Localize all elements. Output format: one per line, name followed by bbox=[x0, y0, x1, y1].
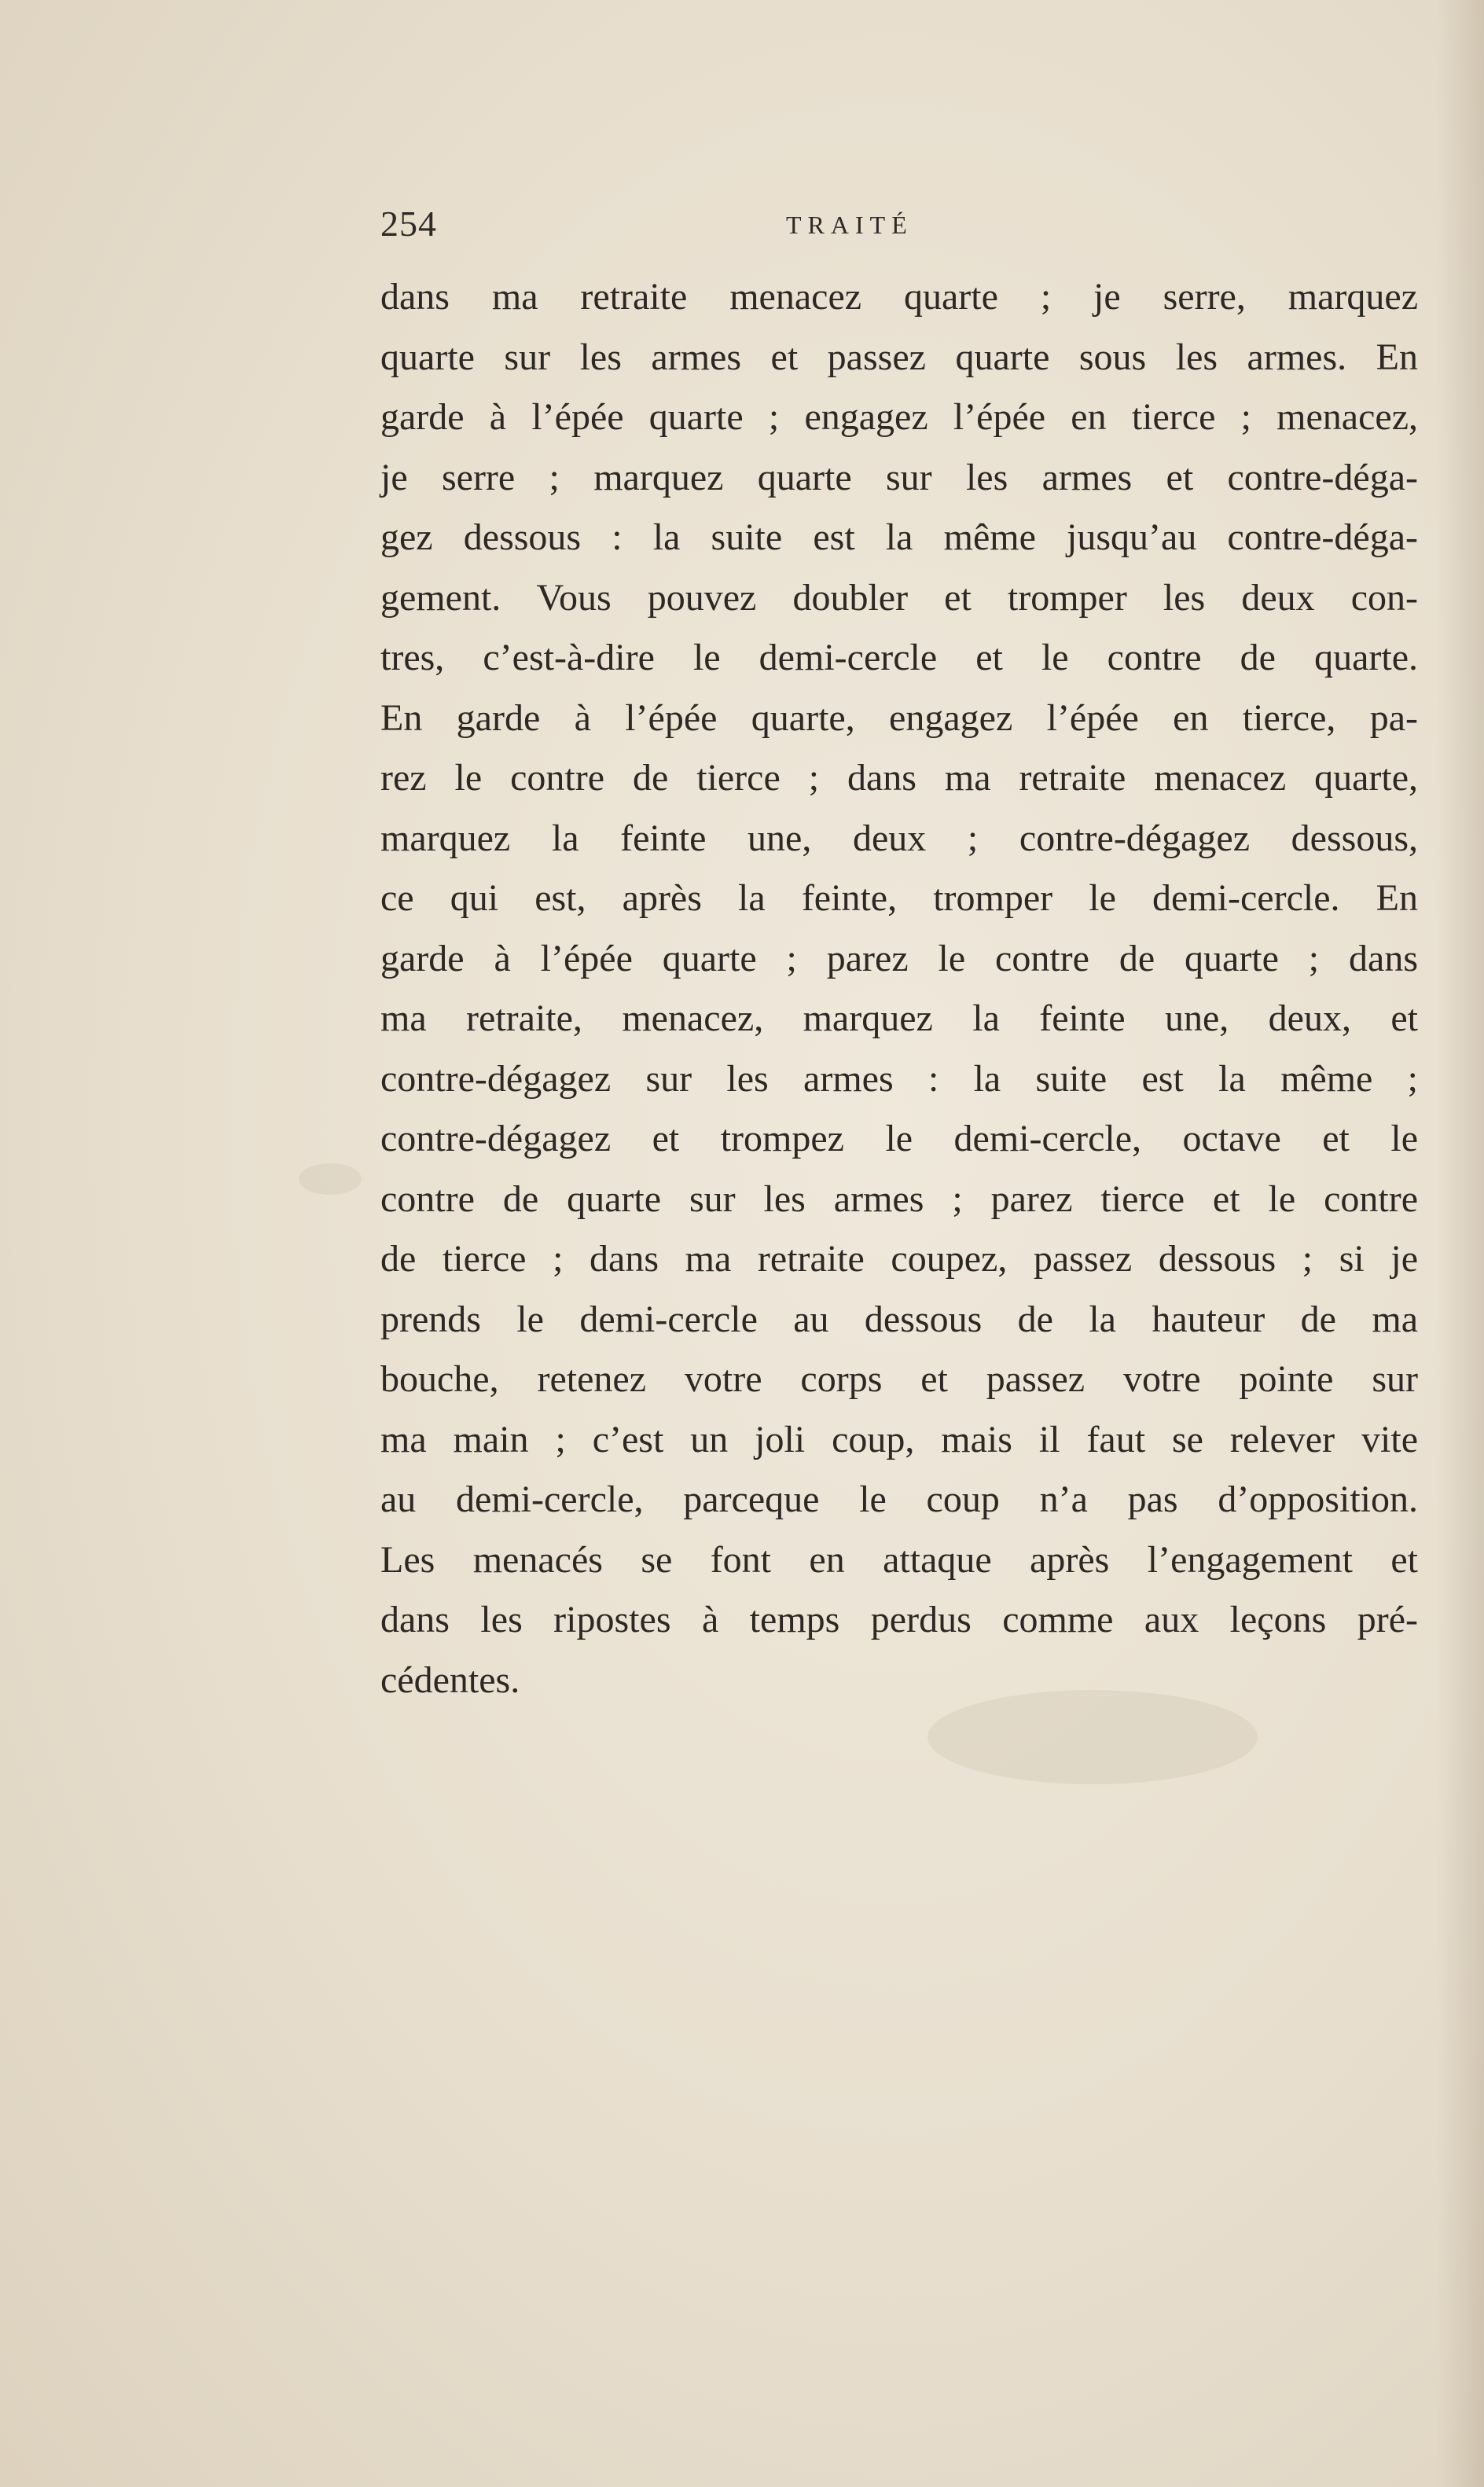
body-text bbox=[380, 267, 1418, 1710]
text-line: dans les ripostes à temps perdus comme aux leçons pré- bbox=[380, 1599, 1418, 1640]
text-line: dans ma retraite menacez quarte ; je serre, marquez bbox=[380, 276, 1418, 318]
text-line: garde à l’épée quarte ; engagez l’épée en tierce ; menacez, bbox=[380, 396, 1418, 438]
text-line: de tierce ; dans ma retraite coupez, passez dessous ; si je bbox=[380, 1238, 1418, 1280]
text-line: tres, c’est-à-dire le demi-cercle et le contre de quarte. bbox=[380, 637, 1418, 678]
text-line: ma main ; c’est un joli coup, mais il faut se relever vite bbox=[380, 1418, 1418, 1460]
text-line: En garde à l’épée quarte, engagez l’épée en tierce, pa- bbox=[380, 696, 1418, 739]
text-line: rez le contre de tierce ; dans ma retraite menacez quarte, bbox=[380, 757, 1418, 799]
text-line: cédentes. bbox=[380, 1659, 520, 1701]
text-line: garde à l’épée quarte ; parez le contre de quarte ; dans bbox=[380, 937, 1418, 979]
paper-stain bbox=[299, 1163, 362, 1195]
text-line: au demi-cercle, parceque le coup n’a pas d’opposition. bbox=[380, 1479, 1418, 1520]
text-line: gement. Vous pouvez doubler et tromper les deux con- bbox=[380, 576, 1418, 619]
text-line: ce qui est, après la feinte, tromper le demi-cercle. En bbox=[380, 877, 1418, 919]
page-number: 254 bbox=[380, 204, 437, 244]
text-line: contre-dégagez sur les armes : la suite est la même ; bbox=[380, 1057, 1418, 1100]
text-line: ma retraite, menacez, marquez la feinte une, deux, et bbox=[380, 997, 1418, 1039]
text-line: marquez la feinte une, deux ; contre-dégagez dessous, bbox=[380, 817, 1418, 859]
running-title: TRAITÉ bbox=[786, 211, 913, 239]
running-head bbox=[380, 203, 1418, 250]
text-line: je serre ; marquez quarte sur les armes et contre-déga- bbox=[380, 456, 1418, 498]
text-line: gez dessous : la suite est la même jusqu’au contre-déga- bbox=[380, 516, 1418, 558]
text-line: quarte sur les armes et passez quarte sous les armes. En bbox=[380, 336, 1418, 378]
text-line: Les menacés se font en attaque après l’engagement et bbox=[380, 1538, 1418, 1581]
text-line: prends le demi-cercle au dessous de la hauteur de ma bbox=[380, 1298, 1418, 1340]
text-line: contre de quarte sur les armes ; parez tierce et le contre bbox=[380, 1177, 1418, 1220]
text-line: contre-dégagez et trompez le demi-cercle, octave et le bbox=[380, 1118, 1418, 1159]
text-line: bouche, retenez votre corps et passez votre pointe sur bbox=[380, 1358, 1418, 1400]
